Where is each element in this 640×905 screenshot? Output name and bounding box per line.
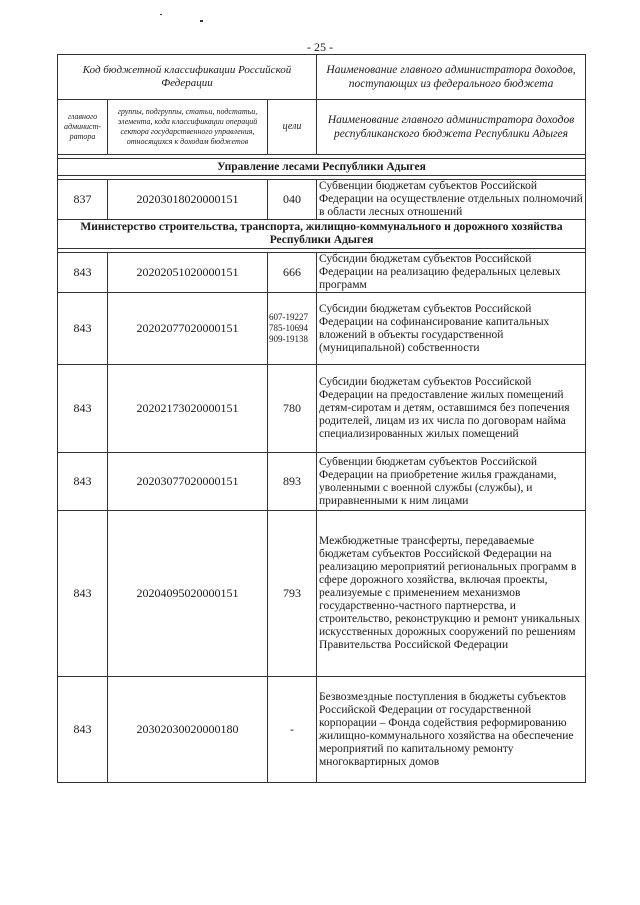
purpose-code-cell: 793 (268, 511, 317, 677)
page-number: - 25 - (307, 40, 333, 54)
header-row-1 (58, 55, 586, 100)
scan-speck (160, 14, 162, 15)
purpose-code-cell: 040 (268, 180, 317, 220)
table-row (58, 293, 586, 365)
kbk-code-cell: 20202173020000151 (108, 365, 268, 453)
purpose-column-header: цели (268, 100, 317, 155)
table-row (58, 511, 586, 677)
purpose-code-cell: 666 (268, 253, 317, 293)
purpose-code-cell: 893 (268, 453, 317, 511)
admin-column-header: главного админист-ратора (58, 100, 108, 155)
kbk-title-header: Код бюджетной классификации Российской Федерации (58, 55, 317, 100)
purpose-code-cell: - (268, 677, 317, 783)
table-row (58, 453, 586, 511)
kbk-code-cell: 20204095020000151 (108, 511, 268, 677)
admin-code-cell: 843 (58, 677, 108, 783)
admin-code-cell: 837 (58, 180, 108, 220)
table-row (58, 677, 586, 783)
description-cell: Субсидии бюджетам субъектов Российской Федерации на реализацию федеральных целевых программ (317, 253, 586, 293)
admin-code-cell: 843 (58, 293, 108, 365)
kbk-code-cell: 20202051020000151 (108, 253, 268, 293)
groups-column-header: группы, подгруппы, статьи, подстатьи, элемента, кода классификации операций сектора государственного управления, относящихся к доходам бюджетов (108, 100, 268, 155)
budget-classification-table (57, 54, 586, 783)
section-title: Министерство строительства, транспорта, жилищно-коммунального и дорожного хозяйства Республики Адыгея (58, 220, 586, 249)
scan-speck (200, 20, 203, 22)
table-row (58, 180, 586, 220)
section-row (58, 159, 586, 176)
kbk-code-cell: 20202077020000151 (108, 293, 268, 365)
purpose-code-cell: 607-19227 785-10694 909-19138 (268, 293, 317, 365)
regional-admin-header: Наименование главного администратора доходов республиканского бюджета Республики Адыгея (317, 100, 586, 155)
purpose-code-cell: 780 (268, 365, 317, 453)
admin-code-cell: 843 (58, 253, 108, 293)
section-title: Управление лесами Республики Адыгея (58, 159, 586, 176)
description-cell: Безвозмездные поступления в бюджеты субъектов Российской Федерации от государственной корпорации – Фонда содействия реформированию жилищно-коммунального хозяйства на обеспечение мероприятий по капитальному ремонту многоквартирных домов (317, 677, 586, 783)
section-row (58, 220, 586, 249)
kbk-code-cell: 20203077020000151 (108, 453, 268, 511)
header-row-2 (58, 100, 586, 155)
federal-admin-header: Наименование главного администратора доходов, поступающих из федерального бюджета (317, 55, 586, 100)
description-cell: Субсидии бюджетам субъектов Российской Федерации на софинансирование капитальных вложений в объекты государственной (муниципальной) собственности (317, 293, 586, 365)
kbk-code-cell: 20302030020000180 (108, 677, 268, 783)
table-row (58, 253, 586, 293)
admin-code-cell: 843 (58, 365, 108, 453)
admin-code-cell: 843 (58, 511, 108, 677)
kbk-code-cell: 20203018020000151 (108, 180, 268, 220)
description-cell: Межбюджетные трансферты, передаваемые бюджетам субъектов Российской Федерации на реализацию мероприятий региональных программ в сфере дорожного хозяйства, включая проекты, реализуемые с применением механизмов государственно-частного партнерства, и строительство, реконструкцию и ремонт уникальных искусственных дорожных сооружений по решениям Правительства Российской Федерации (317, 511, 586, 677)
table-row (58, 365, 586, 453)
admin-code-cell: 843 (58, 453, 108, 511)
description-cell: Субвенции бюджетам субъектов Российской Федерации на приобретение жилья гражданами, уволенными с военной службы (службы), и приравненными к ним лицами (317, 453, 586, 511)
description-cell: Субвенции бюджетам субъектов Российской Федерации на осуществление отдельных полномочий в области лесных отношений (317, 180, 586, 220)
description-cell: Субсидии бюджетам субъектов Российской Федерации на предоставление жилых помещений детям-сиротам и детям, оставшимся без попечения родителей, лицам из их числа по договорам найма специализированных жилых помещений (317, 365, 586, 453)
